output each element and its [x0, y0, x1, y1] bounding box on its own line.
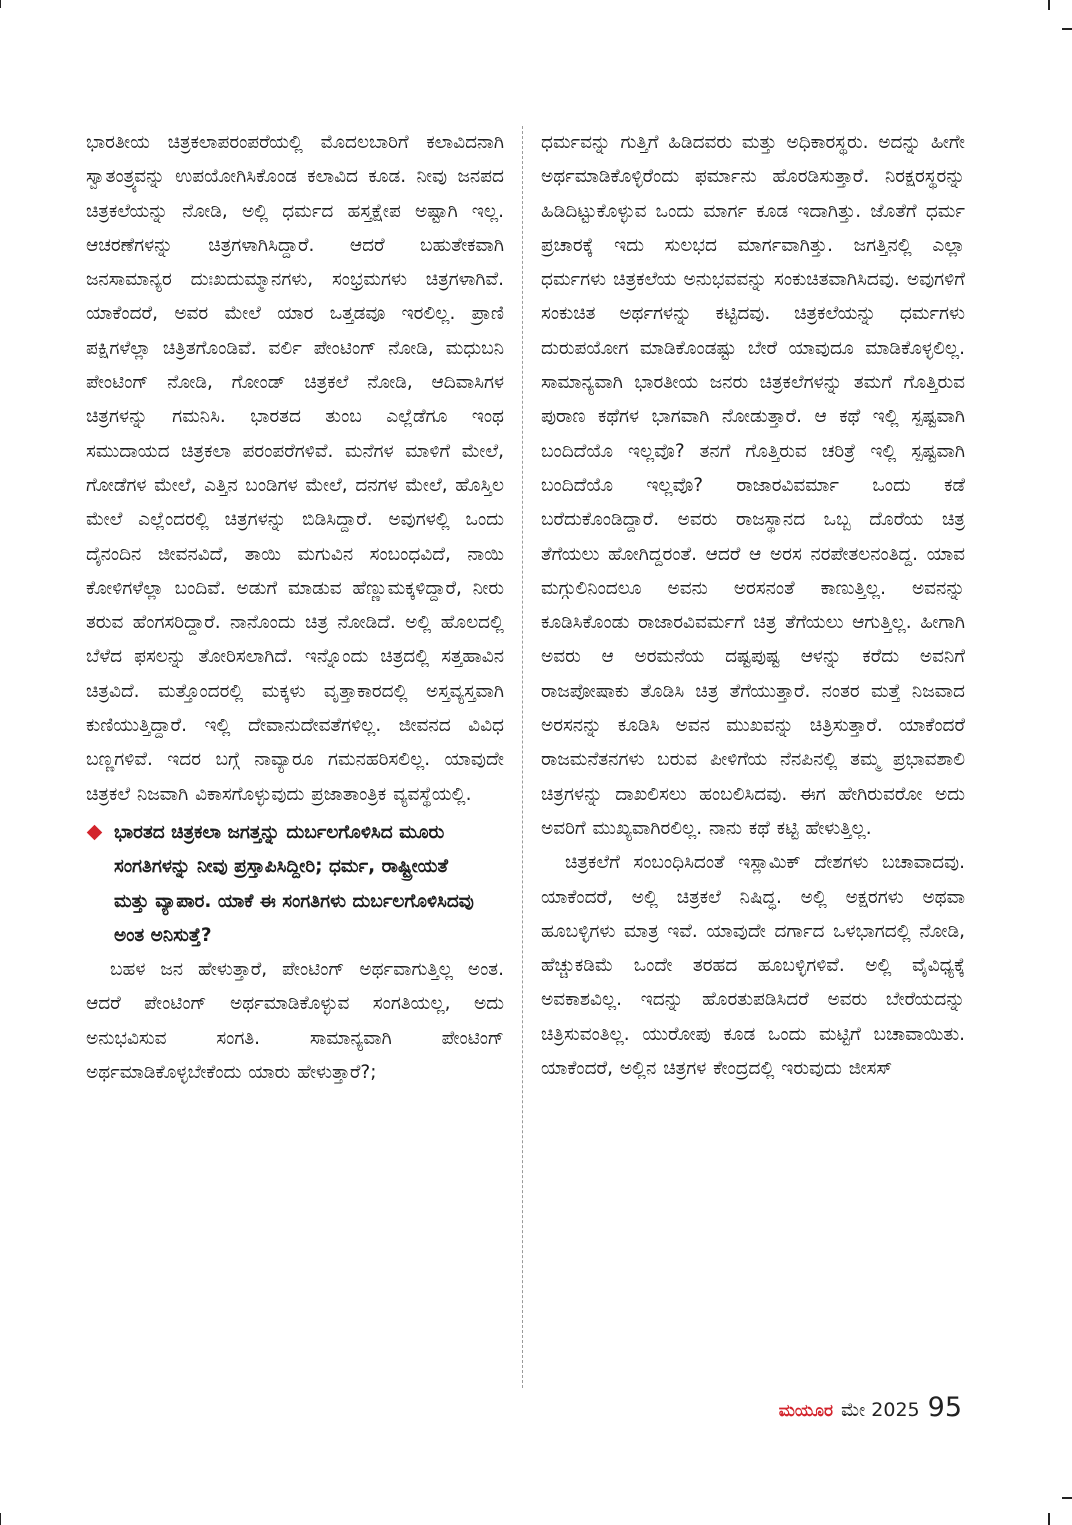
- page-footer: [779, 1392, 962, 1423]
- interview-question: [86, 816, 486, 953]
- crop-mark-top-right: [1048, 0, 1050, 10]
- column-divider: [522, 126, 523, 1388]
- crop-mark-bottom-right: [1048, 1513, 1050, 1525]
- magazine-name: ಮಯೂರ: [778, 1401, 833, 1421]
- crop-mark-bottom-left: [0, 1513, 1, 1525]
- left-paragraph-2: ಬಹಳ ಜನ ಹೇಳುತ್ತಾರೆ, ಪೇಂಟಿಂಗ್ ಅರ್ಥವಾಗುತ್ತಿಲ್ಲ ಅಂತ. ಆದರೆ ಪೇಂಟಿಂಗ್ ಅರ್ಥಮಾಡಿಕೊಳ್ಳುವ ಸಂಗತಿಯಲ್ಲ, ಅದು ಅನುಭವಿಸುವ ಸಂಗತಿ. ಸಾಮಾನ್ಯವಾಗಿ ಪೇಂಟಿಂಗ್ ಅರ್ಥಮಾಡಿಕೊಳ್ಳಬೇಕೆಂದು ಯಾರು ಹೇಳುತ್ತಾರೆ?;: [86, 959, 504, 1084]
- right-paragraph-2: ಚಿತ್ರಕಲೆಗೆ ಸಂಬಂಧಿಸಿದಂತೆ ಇಸ್ಲಾಮಿಕ್ ದೇಶಗಳು ಬಚಾವಾದವು. ಯಾಕೆಂದರೆ, ಅಲ್ಲಿ ಚಿತ್ರಕಲೆ ನಿಷಿದ್ಧ. ಅಲ್ಲಿ ಅಕ್ಷರಗಳು ಅಥವಾ ಹೂಬಳ್ಳಿಗಳು ಮಾತ್ರ ಇವೆ. ಯಾವುದೇ ದರ್ಗಾದ ಒಳಭಾಗದಲ್ಲಿ ನೋಡಿ, ಹೆಚ್ಚುಕಡಿಮೆ ಒಂದೇ ತರಹದ ಹೂಬಳ್ಳಿಗಳಿವೆ. ಅಲ್ಲಿ ವೈವಿಧ್ಯಕ್ಕೆ ಅವಕಾಶವಿಲ್ಲ. ಇದನ್ನು ಹೊರತುಪಡಿಸಿದರೆ ಅವರು ಬೇರೆಯದನ್ನು ಚಿತ್ರಿಸುವಂತಿಲ್ಲ. ಯುರೋಪು ಕೂಡ ಒಂದು ಮಟ್ಟಿಗೆ ಬಚಾವಾಯಿತು. ಯಾಕೆಂದರೆ, ಅಲ್ಲಿನ ಚಿತ್ರಗಳ ಕೇಂದ್ರದಲ್ಲಿ ಇರುವುದು ಜೀಸಸ್: [541, 852, 965, 1080]
- crop-mark-top-left: [0, 0, 1, 8]
- right-paragraph-1: ಧರ್ಮವನ್ನು ಗುತ್ತಿಗೆ ಹಿಡಿದವರು ಮತ್ತು ಅಧಿಕಾರಸ್ಥರು. ಅದನ್ನು ಹೀಗೇ ಅರ್ಥಮಾಡಿಕೊಳ್ಳಿರೆಂದು ಫರ್ಮಾನು ಹೊರಡಿಸುತ್ತಾರೆ. ನಿರಕ್ಷರಸ್ಥರನ್ನು ಹಿಡಿದಿಟ್ಟುಕೊಳ್ಳುವ ಒಂದು ಮಾರ್ಗ ಕೂಡ ಇದಾಗಿತ್ತು. ಜೊತೆಗೆ ಧರ್ಮ ಪ್ರಚಾರಕ್ಕೆ ಇದು ಸುಲಭದ ಮಾರ್ಗವಾಗಿತ್ತು. ಜಗತ್ತಿನಲ್ಲಿ ಎಲ್ಲಾ ಧರ್ಮಗಳು ಚಿತ್ರಕಲೆಯ ಅನುಭವವನ್ನು ಸಂಕುಚಿತವಾಗಿಸಿದವು. ಅವುಗಳಿಗೆ ಸಂಕುಚಿತ ಅರ್ಥಗಳನ್ನು ಕಟ್ಟಿದವು. ಚಿತ್ರಕಲೆಯನ್ನು ಧರ್ಮಗಳು ದುರುಪಯೋಗ ಮಾಡಿಕೊಂಡಷ್ಟು ಬೇರೆ ಯಾವುದೂ ಮಾಡಿಕೊಳ್ಳಲಿಲ್ಲ. ಸಾಮಾನ್ಯವಾಗಿ ಭಾರತೀಯ ಜನರು ಚಿತ್ರಕಲೆಗಳನ್ನು ತಮಗೆ ಗೊತ್ತಿರುವ ಪುರಾಣ ಕಥೆಗಳ ಭಾಗವಾಗಿ ನೋಡುತ್ತಾರೆ. ಆ ಕಥೆ ಇಲ್ಲಿ ಸ್ಪಷ್ಟವಾಗಿ ಬಂದಿದೆಯೊ ಇಲ್ಲವೊ? ತನಗೆ ಗೊತ್ತಿರುವ ಚರಿತ್ರೆ ಇಲ್ಲಿ ಸ್ಪಷ್ಟವಾಗಿ ಬಂದಿದೆಯೊ ಇಲ್ಲವೊ? ರಾಜಾರವಿವರ್ಮಾ ಒಂದು ಕಡೆ ಬರೆದುಕೊಂಡಿದ್ದಾರೆ. ಅವರು ರಾಜಸ್ಥಾನದ ಒಬ್ಬ ದೊರೆಯ ಚಿತ್ರ ತೆಗೆಯಲು ಹೋಗಿದ್ದರಂತೆ. ಆದರೆ ಆ ಅರಸ ನರಪೇತಲನಂತಿದ್ದ. ಯಾವ ಮಗ್ಗುಲಿನಿಂದಲೂ ಅವನು ಅರಸನಂತೆ ಕಾಣುತ್ತಿಲ್ಲ. ಅವನನ್ನು ಕೂಡಿಸಿಕೊಂಡು ರಾಜಾರವಿವರ್ಮಗೆ ಚಿತ್ರ ತೆಗೆಯಲು ಆಗುತ್ತಿಲ್ಲ. ಹೀಗಾಗಿ ಅವರು ಆ ಅರಮನೆಯ ದಷ್ಟಪುಷ್ಟ ಆಳನ್ನು ಕರೆದು ಅವನಿಗೆ ರಾಜಪೋಷಾಕು ತೊಡಿಸಿ ಚಿತ್ರ ತೆಗೆಯುತ್ತಾರೆ. ನಂತರ ಮತ್ತೆ ನಿಜವಾದ ಅರಸನನ್ನು ಕೂಡಿಸಿ ಅವನ ಮುಖವನ್ನು ಚಿತ್ರಿಸುತ್ತಾರೆ. ಯಾಕೆಂದರೆ ರಾಜಮನೆತನಗಳು ಬರುವ ಪೀಳಿಗೆಯ ನೆನಪಿನಲ್ಲಿ ತಮ್ಮ ಪ್ರಭಾವಶಾಲಿ ಚಿತ್ರಗಳನ್ನು ದಾಖಲಿಸಲು ಹಂಬಲಿಸಿದವು. ಈಗ ಹೇಗಿರುವರೋ ಅದು ಅವರಿಗೆ ಮುಖ್ಯವಾಗಿರಲಿಲ್ಲ. ನಾನು ಕಥೆ ಕಟ್ಟಿ ಹೇಳುತ್ತಿಲ್ಲ.: [541, 132, 965, 839]
- right-column: [541, 126, 965, 1086]
- page-number: 95: [927, 1392, 962, 1423]
- question-text: ಭಾರತದ ಚಿತ್ರಕಲಾ ಜಗತ್ತನ್ನು ದುರ್ಬಲಗೊಳಿಸಿದ ಮೂರು ಸಂಗತಿಗಳನ್ನು ನೀವು ಪ್ರಸ್ತಾಪಿಸಿದ್ದೀರಿ; ಧರ್ಮ, ರಾಷ್ಟ್ರೀಯತೆ ಮತ್ತು ವ್ಯಾಪಾರ. ಯಾಕೆ ಈ ಸಂಗತಿಗಳು ದುರ್ಬಲಗೊಳಿಸಿದವು ಅಂತ ಅನಿಸುತ್ತೆ?: [114, 821, 474, 946]
- crop-mark-right-lower: [1062, 1497, 1072, 1499]
- crop-mark-right-edge: [1062, 28, 1072, 30]
- left-column: [86, 126, 504, 1090]
- issue-date: ಮೇ 2025: [840, 1399, 920, 1421]
- left-paragraph-1: ಭಾರತೀಯ ಚಿತ್ರಕಲಾಪರಂಪರೆಯಲ್ಲಿ ಮೊದಲಬಾರಿಗೆ ಕಲಾವಿದನಾಗಿ ಸ್ವಾತಂತ್ರ್ಯವನ್ನು ಉಪಯೋಗಿಸಿಕೊಂಡ ಕಲಾವಿದ ಕೂಡ. ನೀವು ಜನಪದ ಚಿತ್ರಕಲೆಯನ್ನು ನೋಡಿ, ಅಲ್ಲಿ ಧರ್ಮದ ಹಸ್ತಕ್ಷೇಪ ಅಷ್ಟಾಗಿ ಇಲ್ಲ. ಆಚರಣೆಗಳನ್ನು ಚಿತ್ರಗಳಾಗಿಸಿದ್ದಾರೆ. ಆದರೆ ಬಹುತೇಕವಾಗಿ ಜನಸಾಮಾನ್ಯರ ದುಃಖದುಮ್ಮಾನಗಳು, ಸಂಭ್ರಮಗಳು ಚಿತ್ರಗಳಾಗಿವೆ. ಯಾಕೆಂದರೆ, ಅವರ ಮೇಲೆ ಯಾರ ಒತ್ತಡವೂ ಇರಲಿಲ್ಲ. ಪ್ರಾಣಿ ಪಕ್ಷಿಗಳೆಲ್ಲಾ ಚಿತ್ರಿತಗೊಂಡಿವೆ. ವರ್ಲಿ ಪೇಂಟಿಂಗ್ ನೋಡಿ, ಮಧುಬನಿ ಪೇಂಟಿಂಗ್ ನೋಡಿ, ಗೋಂಡ್ ಚಿತ್ರಕಲೆ ನೋಡಿ, ಆದಿವಾಸಿಗಳ ಚಿತ್ರಗಳನ್ನು ಗಮನಿಸಿ. ಭಾರತದ ತುಂಬ ಎಲ್ಲೆಡೆಗೂ ಇಂಥ ಸಮುದಾಯದ ಚಿತ್ರಕಲಾ ಪರಂಪರೆಗಳಿವೆ. ಮನೆಗಳ ಮಾಳಿಗೆ ಮೇಲೆ, ಗೋಡೆಗಳ ಮೇಲೆ, ಎತ್ತಿನ ಬಂಡಿಗಳ ಮೇಲೆ, ದನಗಳ ಮೇಲೆ, ಹೊಸ್ತಿಲ ಮೇಲೆ ಎಲ್ಲೆಂದರಲ್ಲಿ ಚಿತ್ರಗಳನ್ನು ಬಿಡಿಸಿದ್ದಾರೆ. ಅವುಗಳಲ್ಲಿ ಒಂದು ದೈನಂದಿನ ಜೀವನವಿದೆ, ತಾಯಿ ಮಗುವಿನ ಸಂಬಂಧವಿದೆ, ನಾಯಿ ಕೋಳಿಗಳೆಲ್ಲಾ ಬಂದಿವೆ. ಅಡುಗೆ ಮಾಡುವ ಹೆಣ್ಣುಮಕ್ಕಳಿದ್ದಾರೆ, ನೀರು ತರುವ ಹೆಂಗಸರಿದ್ದಾರೆ. ನಾನೊಂದು ಚಿತ್ರ ನೋಡಿದೆ. ಅಲ್ಲಿ ಹೊಲದಲ್ಲಿ ಬೆಳೆದ ಫಸಲನ್ನು ತೋರಿಸಲಾಗಿದೆ. ಇನ್ನೊಂದು ಚಿತ್ರದಲ್ಲಿ ಸತ್ತಹಾವಿನ ಚಿತ್ರವಿದೆ. ಮತ್ತೊಂದರಲ್ಲಿ ಮಕ್ಕಳು ವೃತ್ತಾಕಾರದಲ್ಲಿ ಅಸ್ತವ್ಯಸ್ತವಾಗಿ ಕುಣಿಯುತ್ತಿದ್ದಾರೆ. ಇಲ್ಲಿ ದೇವಾನುದೇವತೆಗಳಿಲ್ಲ. ಜೀವನದ ವಿವಿಧ ಬಣ್ಣಗಳಿವೆ. ಇದರ ಬಗ್ಗೆ ನಾವ್ಯಾರೂ ಗಮನಹರಿಸಲಿಲ್ಲ. ಯಾವುದೇ ಚಿತ್ರಕಲೆ ನಿಜವಾಗಿ ವಿಕಾಸಗೊಳ್ಳುವುದು ಪ್ರಜಾತಾಂತ್ರಿಕ ವ್ಯವಸ್ಥೆಯಲ್ಲಿ.: [86, 132, 504, 805]
- diamond-bullet-icon: [87, 825, 103, 841]
